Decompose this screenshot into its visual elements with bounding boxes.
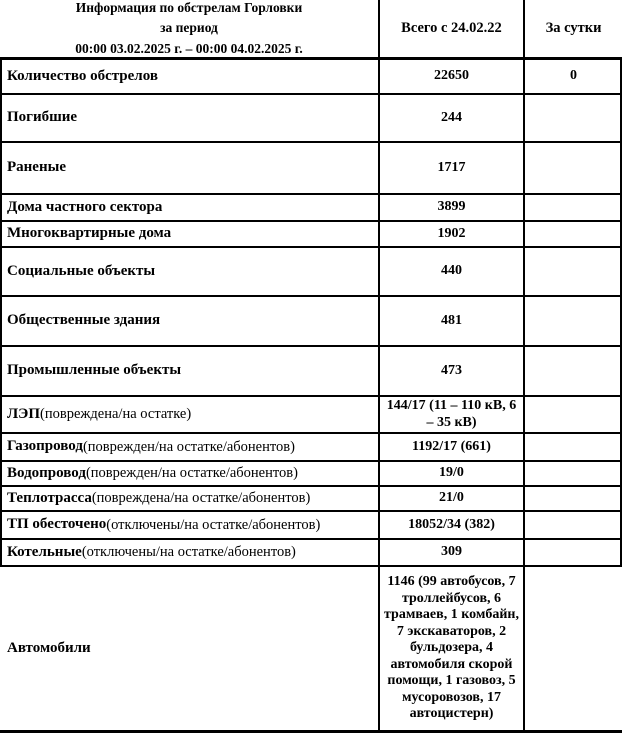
row-label: Общественные здания — [7, 312, 161, 329]
row-label: Теплотрасса — [7, 489, 92, 506]
row-total-cell — [380, 222, 525, 246]
table-row-public-buildings — [0, 297, 622, 347]
column-header-daily — [525, 0, 622, 57]
row-label: Количество обстрелов — [7, 67, 158, 84]
row-total-value: 22650 — [434, 68, 469, 84]
table-title-line-1: Информация по обстрелам Горловки — [75, 0, 303, 16]
row-total-value: 19/0 — [439, 465, 464, 481]
row-label: Газопровод — [7, 438, 83, 455]
table-row-apartment-buildings — [0, 222, 622, 248]
table-row-heating-main — [0, 487, 622, 512]
row-total-cell — [380, 434, 525, 460]
row-label: Погибшие — [7, 109, 78, 126]
row-total-value: 144/17 (11 – 110 кВ, 6 – 35 кВ) — [386, 398, 517, 430]
table-title-line-3: 00:00 03.02.2025 г. – 00:00 04.02.2025 г. — [75, 40, 303, 56]
row-label: Котельные — [7, 543, 82, 560]
row-total-cell — [380, 195, 525, 220]
row-total-value: 244 — [441, 109, 462, 125]
row-label: Промышленные объекты — [7, 362, 182, 379]
row-label-note: (отключены/на остатке/абонентов) — [81, 544, 296, 561]
table-title-line-2: за период — [160, 20, 218, 36]
row-label-cell — [0, 60, 380, 93]
row-label-cell — [0, 397, 380, 432]
row-label-cell — [0, 143, 380, 193]
row-daily-cell — [525, 248, 622, 295]
table-row-transformer-substations — [0, 512, 622, 540]
row-daily-cell — [525, 95, 622, 141]
row-label-cell — [0, 462, 380, 485]
row-daily-cell — [525, 540, 622, 565]
table-title-cell — [0, 0, 380, 57]
row-total-cell — [380, 248, 525, 295]
row-daily-cell — [525, 347, 622, 395]
table-header-row — [0, 0, 622, 60]
row-label-cell — [0, 195, 380, 220]
row-total-cell — [380, 95, 525, 141]
row-total-cell — [380, 60, 525, 93]
row-total-cell — [380, 512, 525, 538]
table-row-water-pipeline — [0, 462, 622, 487]
row-label-cell — [0, 95, 380, 141]
row-daily-cell — [525, 60, 622, 93]
row-label-note: (поврежден/на остатке/абонентов) — [82, 438, 295, 455]
table-row-social-facilities — [0, 248, 622, 297]
table-row-wounded — [0, 143, 622, 195]
row-label-cell — [0, 248, 380, 295]
row-total-cell — [380, 347, 525, 395]
row-total-cell — [380, 143, 525, 193]
row-label-cell — [0, 487, 380, 510]
row-total-value: 3899 — [437, 199, 466, 215]
row-total-value: 309 — [441, 544, 462, 560]
row-label: ТП обесточено — [7, 516, 107, 533]
column-header-total-label: Всего с 24.02.22 — [401, 19, 502, 36]
table-row-boiler-houses — [0, 540, 622, 567]
row-label-note: (повреждена/на остатке/абонентов) — [91, 490, 311, 507]
row-total-cell — [380, 540, 525, 565]
row-total-value: 21/0 — [439, 490, 464, 506]
row-total-value: 481 — [441, 312, 462, 328]
row-total-cell — [380, 462, 525, 485]
table-row-industrial-facilities — [0, 347, 622, 397]
table-outer-left-border — [0, 57, 2, 567]
row-label-cell — [0, 222, 380, 246]
row-daily-cell — [525, 434, 622, 460]
row-label: Автомобили — [7, 639, 91, 656]
table-row-private-houses — [0, 195, 622, 222]
row-daily-cell — [525, 297, 622, 345]
row-total-value: 1902 — [437, 225, 466, 241]
row-daily-cell — [525, 567, 622, 730]
row-total-cell — [380, 487, 525, 510]
row-label-cell — [0, 347, 380, 395]
table-row-killed — [0, 95, 622, 143]
row-label: Раненые — [7, 159, 66, 176]
row-label: Водопровод — [7, 464, 86, 481]
column-header-daily-label: За сутки — [545, 19, 602, 36]
table-row-power-lines — [0, 397, 622, 434]
row-daily-cell — [525, 143, 622, 193]
row-label: Социальные объекты — [7, 262, 156, 279]
row-label-note: (повреждена/на остатке) — [40, 406, 192, 423]
row-daily-cell — [525, 512, 622, 538]
row-daily-cell — [525, 397, 622, 432]
row-label-cell — [0, 434, 380, 460]
row-total-value: 1192/17 (661) — [412, 438, 491, 454]
row-label-note: (поврежден/на остатке/абонентов) — [85, 465, 298, 482]
row-total-value: 1146 (99 автобусов, 7 троллейбусов, 6 трамваев, 1 комбайн, 7 экскаваторов, 2 бульдозера, 4 автомобиля скорой помощи, 1 газовоз, 5 мусоровозов, 17 автоцистерн) — [384, 574, 519, 722]
row-total-value: 440 — [441, 263, 462, 279]
row-label-cell — [0, 297, 380, 345]
row-label-cell — [0, 567, 380, 730]
row-label: Многоквартирные дома — [7, 225, 172, 242]
row-label-cell — [0, 540, 380, 565]
row-total-cell — [380, 567, 525, 730]
row-total-value: 1717 — [437, 159, 466, 175]
row-total-value: 18052/34 (382) — [408, 516, 495, 532]
row-label: Дома частного сектора — [7, 198, 163, 215]
row-label: ЛЭП — [7, 405, 41, 422]
row-label-note: (отключены/на остатке/абонентов) — [106, 516, 321, 533]
table-row-vehicles — [0, 567, 622, 733]
table-row-shelling-count — [0, 60, 622, 95]
row-daily-value: 0 — [570, 68, 577, 84]
row-label-cell — [0, 512, 380, 538]
row-total-cell — [380, 397, 525, 432]
row-daily-cell — [525, 487, 622, 510]
row-daily-cell — [525, 462, 622, 485]
row-total-cell — [380, 297, 525, 345]
row-daily-cell — [525, 195, 622, 220]
row-total-value: 473 — [441, 362, 462, 378]
row-daily-cell — [525, 222, 622, 246]
column-header-total — [380, 0, 525, 57]
table-row-gas-pipeline — [0, 434, 622, 462]
